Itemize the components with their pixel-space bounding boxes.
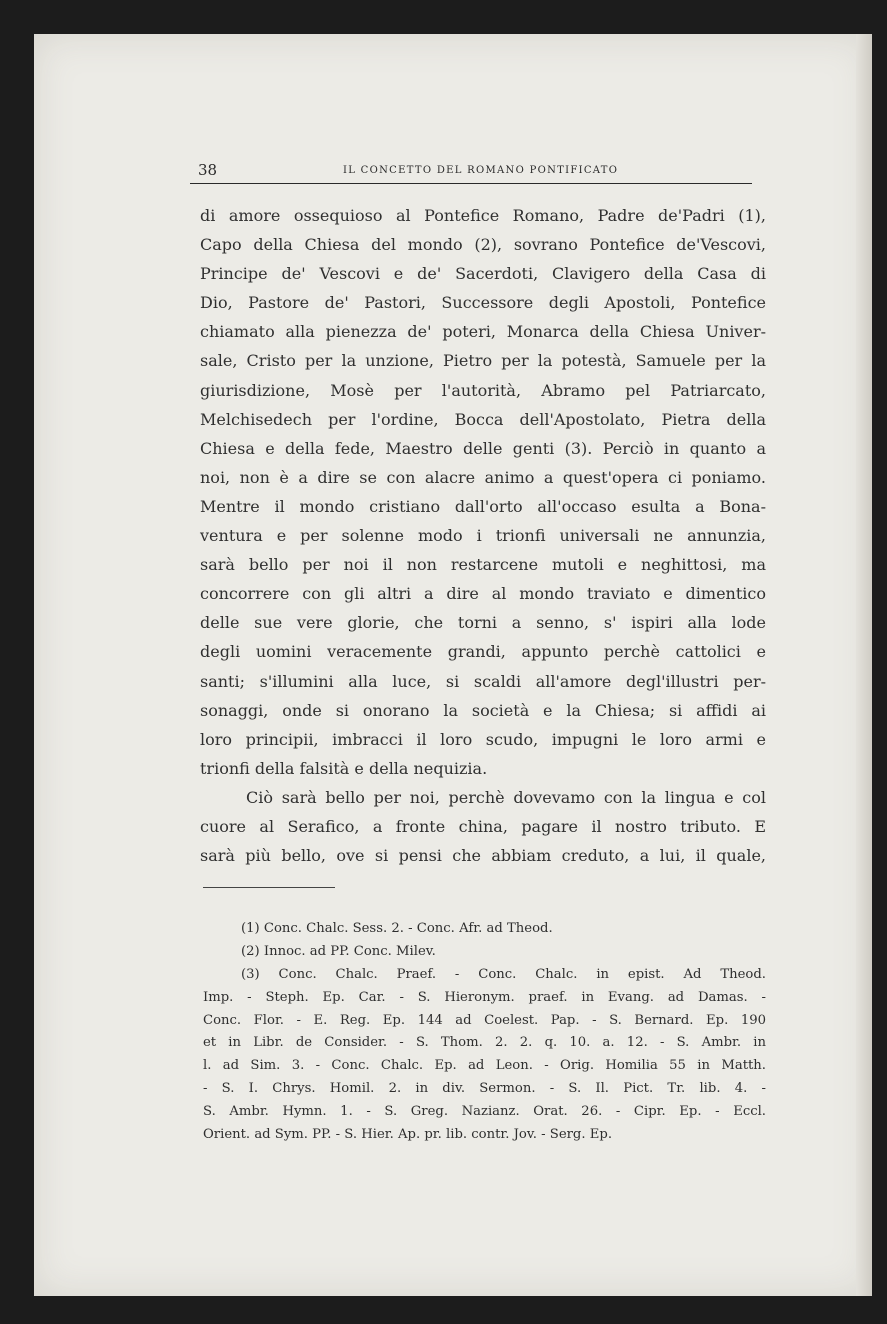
footnote-line: Imp. - Steph. Ep. Car. - S. Hieronym. praef. in Evang. ad Damas. - <box>203 989 766 1005</box>
body-line: sale, Cristo per la unzione, Pietro per la potestà, Samuele per la <box>200 351 766 371</box>
body-line: Ciò sarà bello per noi, perchè dovevamo con la lingua e col <box>246 787 766 807</box>
body-line: sonaggi, onde si onorano la società e la Chiesa; si affidi ai <box>200 700 766 720</box>
body-text <box>200 201 766 870</box>
footnote-line: (1) Conc. Chalc. Sess. 2. - Conc. Afr. ad Theod. <box>241 921 553 936</box>
body-line: Mentre il mondo cristiano dall'orto all'occaso esulta a Bona- <box>200 496 766 516</box>
page-edge-shadow <box>856 34 872 1296</box>
body-line: ventura e per solenne modo i trionfi universali ne annunzia, <box>200 526 766 546</box>
page-number: 38 <box>198 161 218 179</box>
body-line: sarà bello per noi il non restarcene mutoli e neghittosi, ma <box>200 555 766 575</box>
body-line: loro principii, imbracci il loro scudo, impugni le loro armi e <box>200 729 766 749</box>
footnote-line: Orient. ad Sym. PP. - S. Hier. Ap. pr. lib. contr. Jov. - Serg. Ep. <box>203 1127 613 1143</box>
body-line: Dio, Pastore de' Pastori, Successore degli Apostoli, Pontefice <box>200 293 766 313</box>
body-line: Chiesa e della fede, Maestro delle genti (3). Perciò in quanto a <box>200 438 766 458</box>
body-line: sarà più bello, ove si pensi che abbiam creduto, a lui, il quale, <box>200 846 766 866</box>
page-header <box>190 161 752 184</box>
body-line: Melchisedech per l'ordine, Bocca dell'Apostolato, Pietra della <box>200 409 766 429</box>
body-line: chiamato alla pienezza de' poteri, Monarca della Chiesa Univer- <box>200 322 766 342</box>
body-line: concorrere con gli altri a dire al mondo traviato e dimentico <box>200 584 766 604</box>
body-line: santi; s'illumini alla luce, si scaldi all'amore degl'illustri per- <box>200 671 766 691</box>
footnote-line: (3) Conc. Chalc. Praef. - Conc. Chalc. in epist. Ad Theod. <box>241 966 766 982</box>
body-line: di amore ossequioso al Pontefice Romano, Padre de'Padri (1), <box>200 206 766 225</box>
body-line: Capo della Chiesa del mondo (2), sovrano Pontefice de'Vescovi, <box>200 235 766 255</box>
body-line: giurisdizione, Mosè per l'autorità, Abramo pel Patriarcato, <box>200 380 766 400</box>
footnote-line: Conc. Flor. - E. Reg. Ep. 144 ad Coelest. Pap. - S. Bernard. Ep. 190 <box>203 1012 766 1028</box>
footnotes <box>203 918 766 1147</box>
footnote-separator <box>203 887 335 888</box>
running-title: IL CONCETTO DEL ROMANO PONTIFICATO <box>343 165 619 176</box>
footnote-line: - S. I. Chrys. Homil. 2. in div. Sermon. - S. Il. Pict. Tr. lib. 4. - <box>203 1081 766 1097</box>
body-line: Principe de' Vescovi e de' Sacerdoti, Clavigero della Casa di <box>200 264 766 284</box>
body-line: noi, non è a dire se con alacre animo a quest'opera ci poniamo. <box>200 467 766 487</box>
body-line: trionfi della falsità e della nequizia. <box>200 758 488 778</box>
footnote-line: S. Ambr. Hymn. 1. - S. Greg. Nazianz. Orat. 26. - Cipr. Ep. - Eccl. <box>203 1104 766 1120</box>
footnote-line: l. ad Sim. 3. - Conc. Chalc. Ep. ad Leon. - Orig. Homilia 55 in Matth. <box>203 1058 766 1074</box>
body-line: cuore al Serafico, a fronte china, pagare il nostro tributo. E <box>200 816 766 836</box>
body-line: degli uomini veracemente grandi, appunto perchè cattolici e <box>200 642 766 662</box>
footnote-line: (2) Innoc. ad PP. Conc. Milev. <box>241 943 436 959</box>
body-line: delle sue vere glorie, che torni a senno, s' ispiri alla lode <box>200 613 766 633</box>
footnote-line: et in Libr. de Consider. - S. Thom. 2. 2. q. 10. a. 12. - S. Ambr. in <box>203 1035 766 1051</box>
